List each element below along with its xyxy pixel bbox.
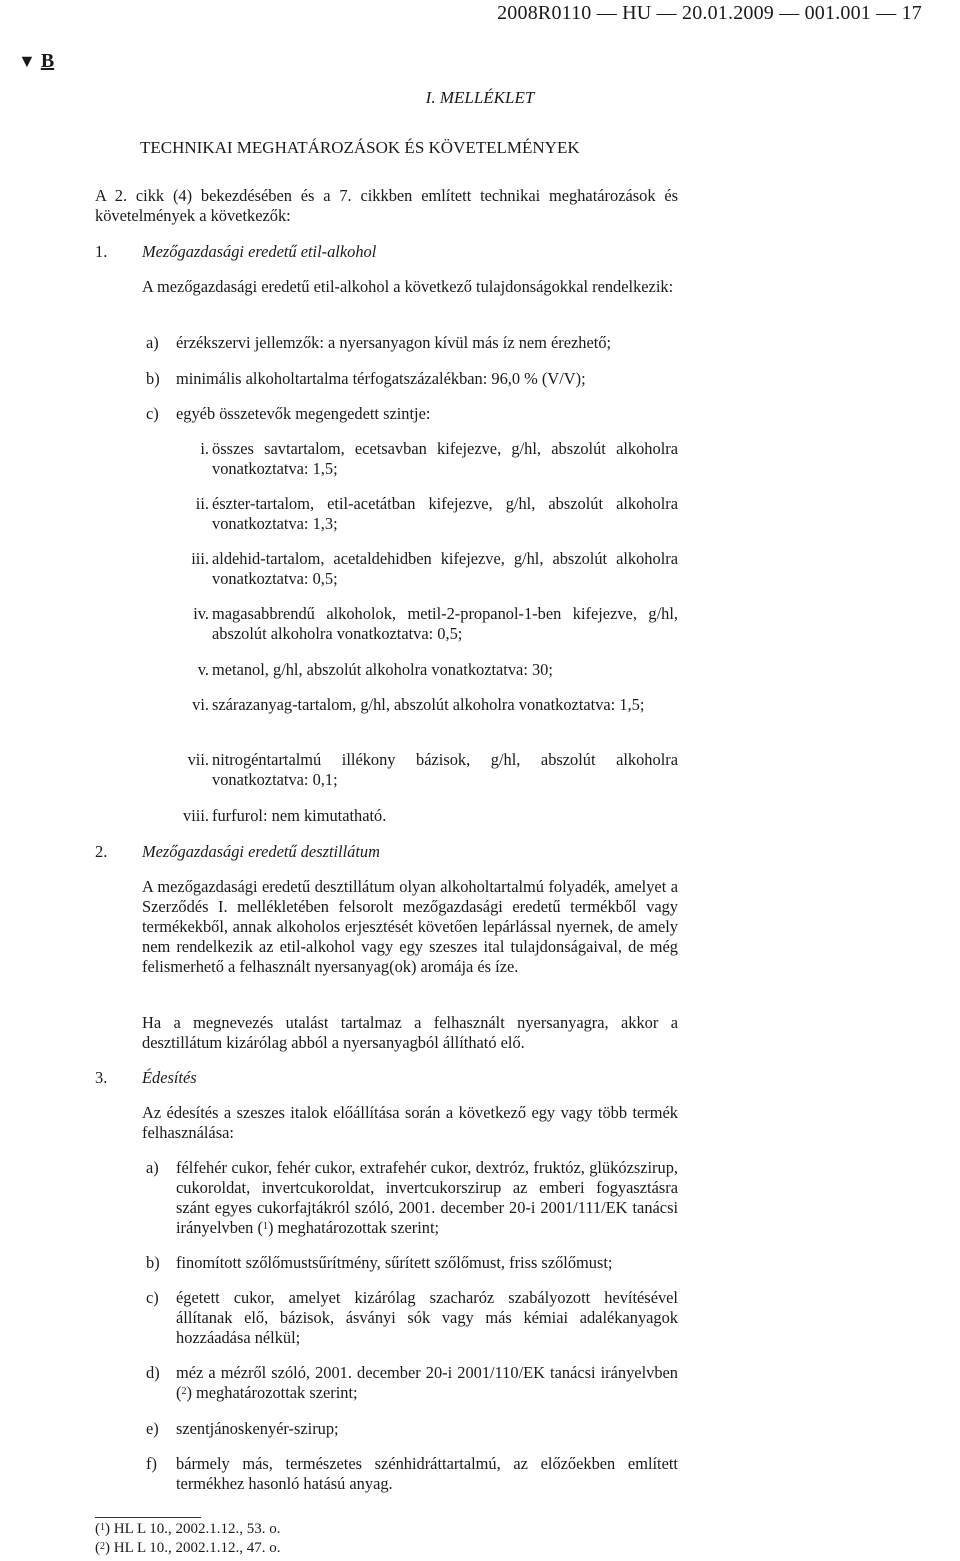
section-3-title: Édesítés (142, 1068, 197, 1087)
footnote-2: ($^2$) HL L 10., 2002.1.12., 47. o. (95, 1540, 281, 1556)
footnote-divider (95, 1517, 201, 1518)
section-2-title: Mezőgazdasági eredetű desztillátum (142, 842, 380, 861)
section-3-lead: Az édesítés a szeszes italok előállítása során a következő egy vagy több termék felhasználása: (142, 1103, 678, 1142)
section-2-number: 2. (95, 842, 108, 861)
footnote-ref[interactable]: 2 (181, 1386, 187, 1397)
subitem-label: i. (200, 439, 209, 458)
subitem-text: összes savtartalom, ecetsavban kifejezve, g/hl, abszolút alkoholra vonatkoztatva: 1,5; (212, 439, 678, 478)
page-header: 2008R0110 — HU — 20.01.2009 — 001.001 — 17 (497, 2, 922, 24)
annex-heading: TECHNIKAI MEGHATÁROZÁSOK ÉS KÖVETELMÉNYEK (140, 138, 580, 157)
item-text: bármely más, természetes szénhidráttartalmú, az előzőekben említett termékhez hasonló hatású anyag. (176, 1454, 678, 1493)
version-marker-link[interactable]: B (40, 50, 55, 72)
subitem-label: viii. (183, 806, 209, 825)
item-label: b) (146, 369, 160, 388)
annex-title: I. MELLÉKLET (425, 88, 535, 107)
section-2-paragraph-1: A mezőgazdasági eredetű desztillátum olyan alkoholtartalmú folyadék, amelyet a Szerződés I. mellékletében felsorolt mezőgazdasági eredetű termékből vagy termékekből, annak alkoholos erjesztését követően lepárlással nyernek, de amely nem rendelkezik az etil-alkohol vagy egy szeszes ital tulajdonságaival, de még felismerhető a felhasznált nyersanyag(ok) aromája és íze. (142, 877, 678, 976)
subitem-label: ii. (195, 494, 209, 513)
item-text: érzékszervi jellemzők: a nyersanyagon kívül más íz nem érezhető; (176, 333, 612, 352)
item-label: e) (146, 1419, 159, 1438)
item-label: a) (146, 333, 159, 352)
subitem-text: aldehid-tartalom, acetaldehidben kifejezve, g/hl, abszolút alkoholra vonatkoztatva: 0,5; (212, 549, 678, 588)
item-text: finomított szőlőmustsűrítmény, sűrített szőlőmust, friss szőlőmust; (176, 1253, 613, 1272)
footnote-ref[interactable]: 1 (262, 1221, 268, 1232)
subitem-label: iii. (191, 549, 209, 568)
item-text: félfehér cukor, fehér cukor, extrafehér cukor, dextróz, fruktóz, glükózszirup, cukoroldat, invertcukoroldat, invertcukorszirup az emberi fogyasztásra szánt egyes cukorfajtákról szóló, 2001. december 20-i 2001/111/EK tanácsi irányelvben ($^1$) meghatározottak szerint; (176, 1158, 678, 1237)
subitem-label: vii. (187, 750, 209, 769)
section-2-paragraph-2: Ha a megnevezés utalást tartalmaz a felhasznált nyersanyagra, akkor a desztillátum kizárólag abból a nyersanyagból állítható elő. (142, 1013, 678, 1052)
item-text: méz a mézről szóló, 2001. december 20-i 2001/110/EK tanácsi irányelvben ($^2$) meghatározottak szerint; (176, 1363, 678, 1402)
item-label: b) (146, 1253, 160, 1272)
subitem-text: metanol, g/hl, abszolút alkoholra vonatkoztatva: 30; (212, 660, 553, 679)
item-text: minimális alkoholtartalma térfogatszázalékban: 96,0 % (V/V); (176, 369, 586, 388)
section-1-title: Mezőgazdasági eredetű etil-alkohol (142, 242, 377, 261)
subitem-label: vi. (192, 695, 209, 714)
item-text: egyéb összetevők megengedett szintje: (176, 404, 431, 423)
item-label: d) (146, 1363, 160, 1382)
section-3-number: 3. (95, 1068, 108, 1087)
section-1-number: 1. (95, 242, 108, 261)
subitem-text: észter-tartalom, etil-acetátban kifejezve, g/hl, abszolút alkoholra vonatkoztatva: 1,3; (212, 494, 678, 533)
section-1-lead: A mezőgazdasági eredetű etil-alkohol a következő tulajdonságokkal rendelkezik: (142, 277, 674, 296)
item-label: f) (146, 1454, 157, 1473)
item-label: c) (146, 1288, 159, 1307)
subitem-label: iv. (193, 604, 209, 623)
item-text: égetett cukor, amelyet kizárólag szacharóz szabályozott hevítésével állítanak elő, bázisok, ásványi sók vagy más kémiai adalékanyagok hozzáadása nélkül; (176, 1288, 678, 1347)
intro-paragraph: A 2. cikk (4) bekezdésében és a 7. cikkben említett technikai meghatározások és követelmények a következők: (95, 186, 678, 225)
subitem-label: v. (197, 660, 209, 679)
subitem-text: magasabbrendű alkoholok, metil-2-propanol-1-ben kifejezve, g/hl, abszolút alkoholra vonatkoztatva: 0,5; (212, 604, 678, 643)
item-text: szentjánoskenyér-szirup; (176, 1419, 339, 1438)
footnote-1: ($^1$) HL L 10., 2002.1.12., 53. o. (95, 1521, 281, 1537)
version-marker (18, 50, 54, 73)
item-label: c) (146, 404, 159, 423)
subitem-text: furfurol: nem kimutatható. (212, 806, 387, 825)
triangle-down-icon: ▼ (18, 51, 36, 71)
subitem-text: nitrogéntartalmú illékony bázisok, g/hl, abszolút alkoholra vonatkoztatva: 0,1; (212, 750, 678, 789)
subitem-text: szárazanyag-tartalom, g/hl, abszolút alkoholra vonatkoztatva: 1,5; (212, 695, 645, 714)
item-label: a) (146, 1158, 159, 1177)
